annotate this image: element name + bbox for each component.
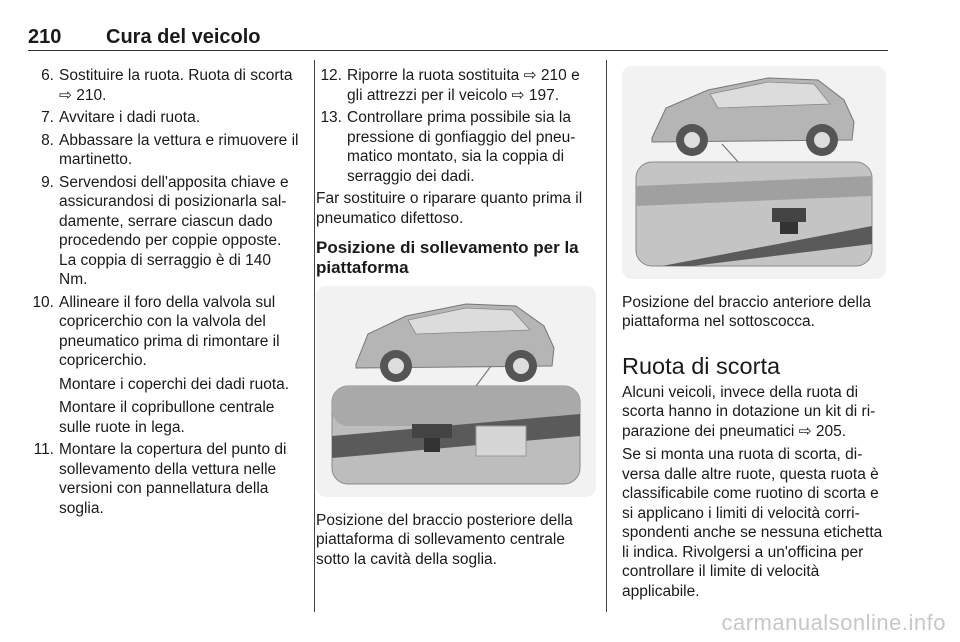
watermark: carmanualsonline.info <box>721 610 946 635</box>
subheading: Posizione di sollevamento per la piattaforma <box>316 238 579 277</box>
list-item: 7. Avvitare i dadi ruota. <box>41 109 201 126</box>
list-item: 6. Sostituire la ruota. Ruota di scorta ⇨ 210. <box>41 67 293 104</box>
column-2 <box>316 66 596 573</box>
rear-lift-point-illustration <box>316 286 596 497</box>
figure-caption: Posizione del braccio anteriore della piattaforma nel sottoscocca. <box>622 293 872 330</box>
list-item: 8. Abbassare la vettura e rimuovere il martinetto. <box>41 131 299 168</box>
list-item: 10. Allineare il foro della valvola sul copricerchio con la valvola del pneumatico prima di rimontare il copricerchio. <box>32 293 280 369</box>
paragraph: Alcuni veicoli, invece della ruota di scorta hanno in dotazione un kit di riparazione dei pneumatici ⇨ 205. <box>622 383 876 440</box>
list-item: 9. Servendosi dell'apposita chiave e assicurandosi di posizionarla saldamente, serrare ciascun dado procedendo per coppie opposte. La coppia di serraggio è di 140 Nm. <box>41 173 289 288</box>
figure-caption: Posizione del braccio posteriore della piattaforma di sollevamento centrale sotto la cavità della soglia. <box>316 511 573 568</box>
page-header <box>28 22 888 51</box>
page-number: 210 <box>28 26 62 48</box>
list-item: 13. Controllare prima possibile sia la pressione di gonfiaggio del pneumatico montato, sia la coppia di serraggio dei dadi. <box>320 109 576 185</box>
column-divider-1 <box>314 60 315 612</box>
column-divider-2 <box>606 60 607 612</box>
list-subitem: Montare i coperchi dei dadi ruota. <box>59 375 290 393</box>
paragraph: Se si monta una ruota di scorta, diversa dalle altre ruote, questa ruota è classificabile come ruotino di scorta e si applicano i limiti di velocità corrispondenti anche se nessuna etichetta li indica. Rivolgersi a un'officina per controllare il limite di velocità applicabile. <box>622 446 883 600</box>
list-item: 12. Riporre la ruota sostituita ⇨ 210 e gli attrezzi per il veicolo ⇨ 197. <box>320 67 580 104</box>
list-subitem: Montare il copribullone centrale sulle ruote in lega. <box>59 399 275 436</box>
section-title: Cura del veicolo <box>106 26 261 48</box>
list-item: 11. Montare la copertura del punto di sollevamento della vettura nelle versioni con pannellatura della soglia. <box>33 441 287 517</box>
paragraph: Far sostituire o riparare quanto prima il pneumatico difettoso. <box>316 190 583 227</box>
front-lift-point-illustration <box>622 66 886 279</box>
column-3 <box>622 66 888 605</box>
section-heading: Ruota di scorta <box>622 352 781 379</box>
column-1 <box>28 66 300 521</box>
